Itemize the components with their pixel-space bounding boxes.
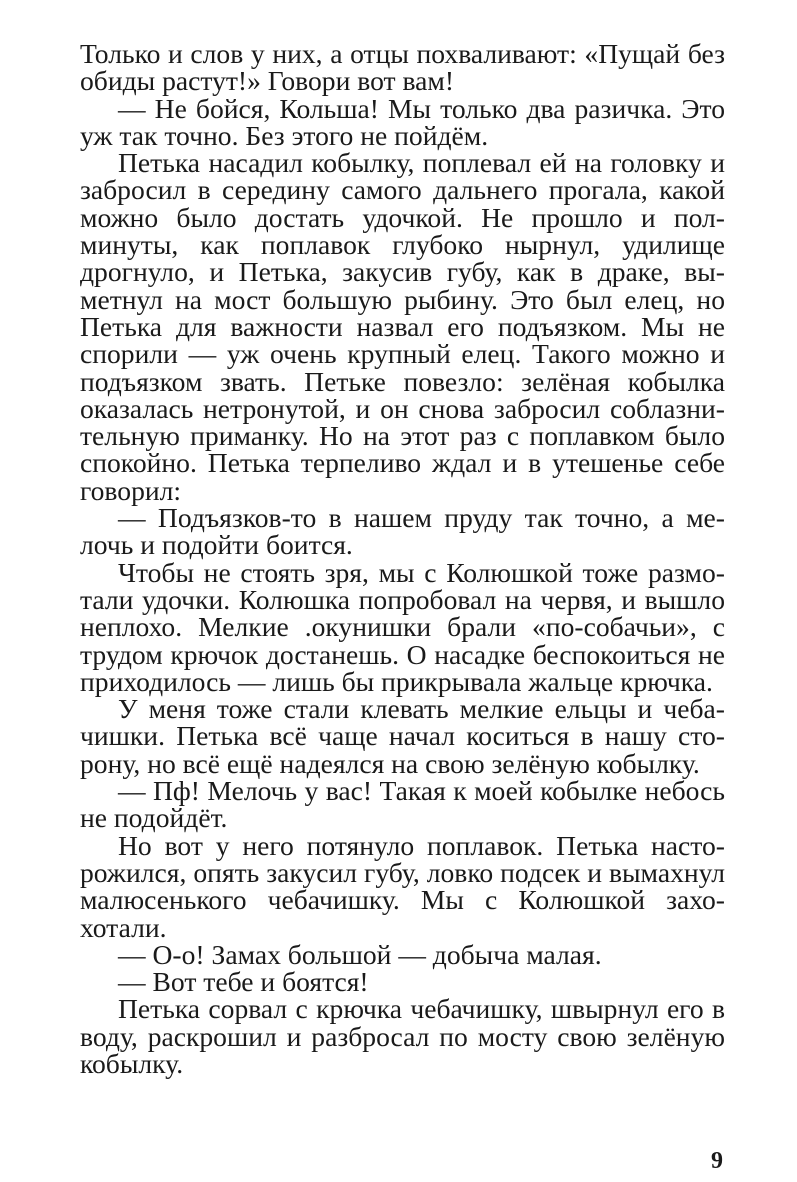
paragraph-7: — Пф! Мелочь у вас! Такая к моей кобылке небось не подойдёт. bbox=[80, 775, 725, 834]
paragraph-3: Петька насадил кобылку, поплевал ей на головку и забросил в середину самого дальнего прогала, какой можно было достать удочкой. Не прошло и полминуты, как поплавок глубоко нырнул, удилище дрогнуло, и Петька, закусив губу, как в драке, выметнул на мост большую рыбину. Это был елец, но Петька для важности назвал его подъязком. Мы не спорили — уж очень крупный елец. Такого можно и подъязком звать. Петьке повезло: зелёная кобылка оказалась нетронутой, и он снова забросил соблазнительную приманку. Но на этот раз с поплавком было спокойно. Петька терпеливо ждал и в утешенье себе говорил: bbox=[80, 147, 725, 506]
paragraph-10: — Вот тебе и боятся! bbox=[118, 966, 369, 998]
paragraph-1: Только и слов у них, а отцы похваливают: «Пущай без обиды растут!» Говори вот вам! bbox=[80, 38, 725, 97]
paragraph-4: — Подъязков-то в нашем пруду так точно, а мелочь и подойти боится. bbox=[80, 502, 725, 561]
body-text bbox=[80, 40, 725, 1077]
page-number: 9 bbox=[711, 1148, 723, 1174]
paragraph-2: — Не бойся, Кольша! Мы только два разичка. Это уж так точно. Без этого не пойдём. bbox=[80, 92, 725, 151]
paragraph-8: Но вот у него потянуло поплавок. Петька насторожился, опять закусил губу, ловко подсек и вымахнул малюсенького чебачишку. Мы с Колюшкой захохотали. bbox=[80, 829, 725, 943]
paragraph-11: Петька сорвал с крючка чебачишку, швырнул его в воду, раскрошил и разбросал по мосту свою зелёную кобылку. bbox=[80, 993, 725, 1079]
paragraph-9: — О-о! Замах большой — добыча малая. bbox=[118, 938, 602, 970]
paragraph-5: Чтобы не стоять зря, мы с Колюшкой тоже размотали удочки. Колюшка попробовал на червя, и вышло неплохо. Мелкие .окунишки брали «по-собачьи», с трудом крючок достанешь. О насадке беспокоиться не приходилось — лишь бы прикрывала жальце крючка. bbox=[80, 556, 725, 697]
paragraph-6: У меня тоже стали клевать мелкие ельцы и чебачишки. Петька всё чаще начал коситься в нашу сторону, но всё ещё надеялся на свою зелёную кобылку. bbox=[80, 693, 725, 779]
